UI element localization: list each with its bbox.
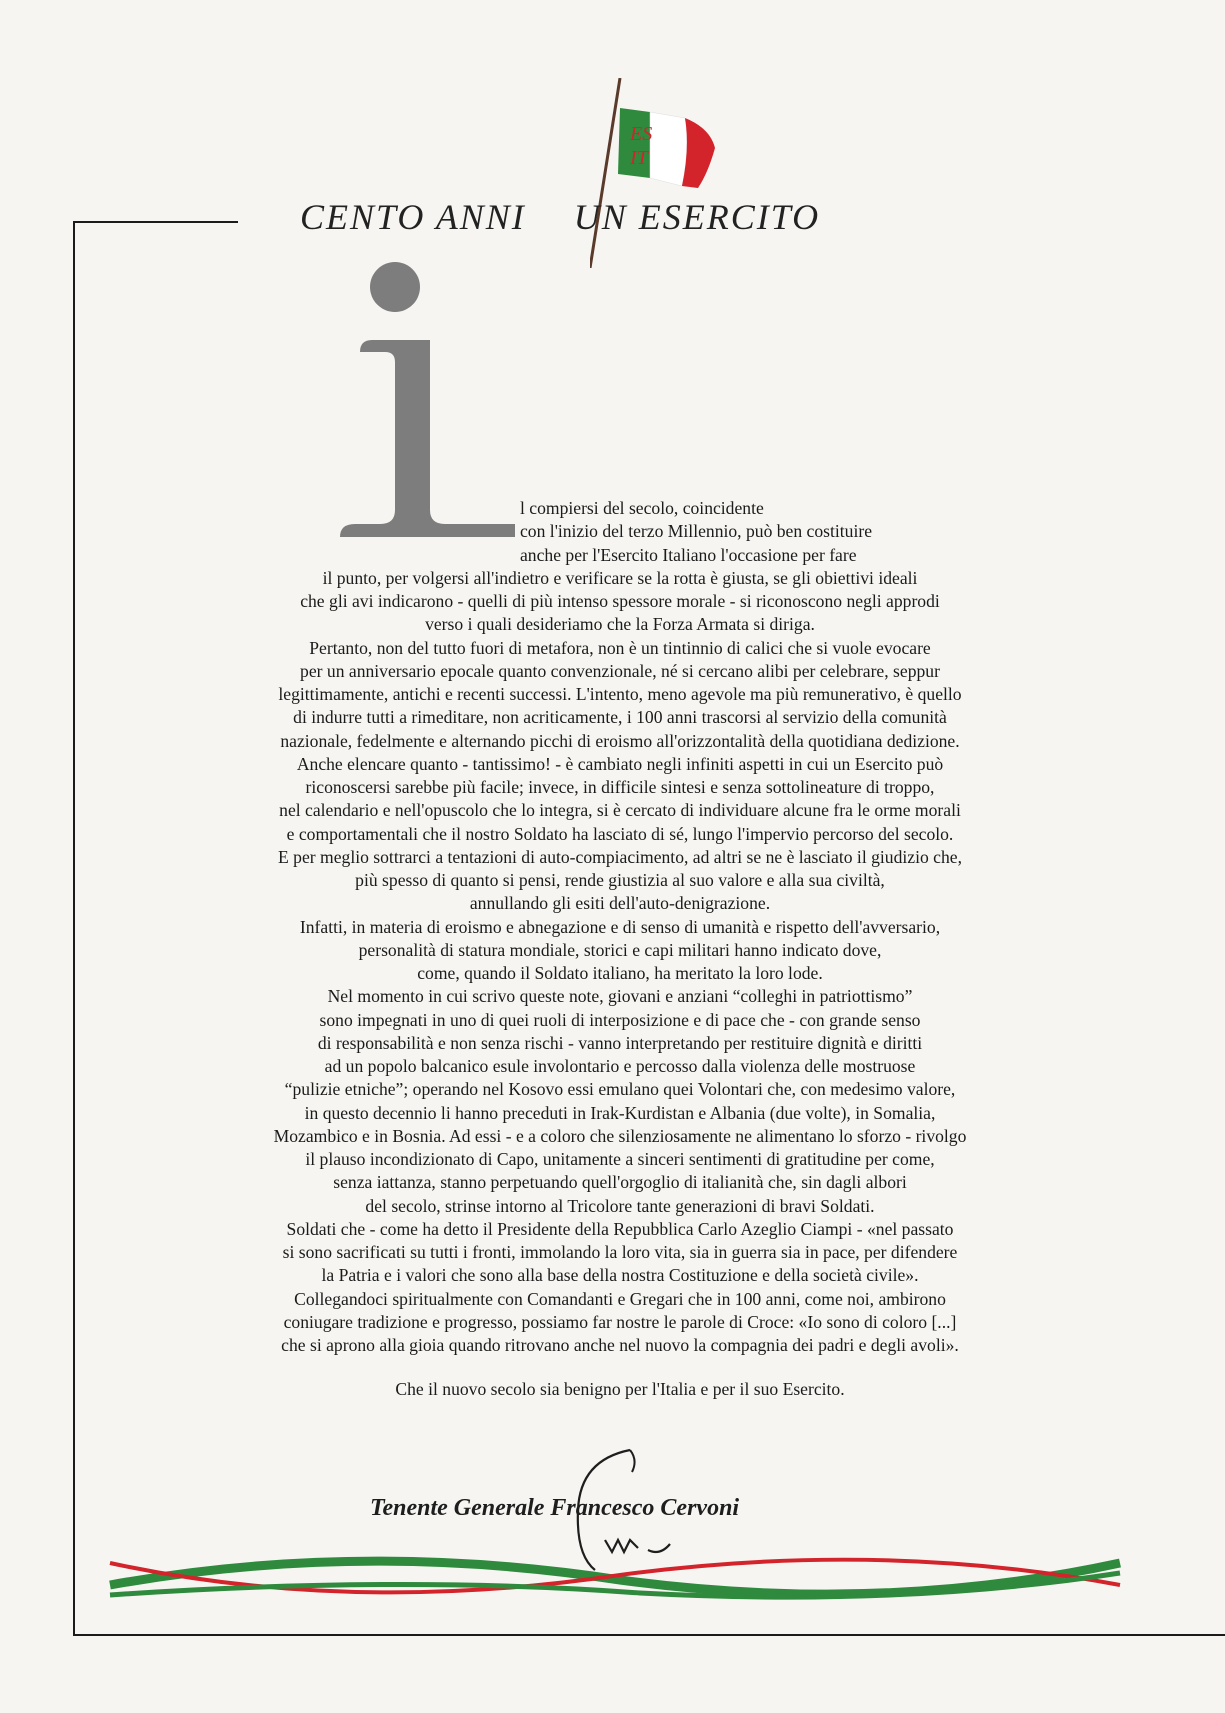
body-line: Nel momento in cui scrivo queste note, giovani e anziani “colleghi in patriottismo” <box>327 986 913 1007</box>
closing-line: Che il nuovo secolo sia benigno per l'Italia e per il suo Esercito. <box>395 1379 845 1399</box>
body-line: coniugare tradizione e progresso, possiamo far nostre le parole di Croce: «Io sono di coloro [...] <box>283 1311 957 1332</box>
body-line: come, quando il Soldato italiano, ha meritato la loro lode. <box>417 963 823 983</box>
body-line: che gli avi indicarono - quelli di più intenso spessore morale - si riconoscono negli approdi <box>300 591 940 611</box>
body-line: che si aprono alla gioia quando ritrovano anche nel nuovo la compagnia dei padri e degli avoli». <box>281 1335 959 1355</box>
italian-flag-emblem <box>590 78 760 268</box>
body-line: Collegandoci spiritualmente con Comandanti e Gregari che in 100 anni, come noi, ambirono <box>294 1288 946 1309</box>
body-line: in questo decennio li hanno preceduti in Irak-Kurdistan e Albania (due volte), in Somalia, <box>304 1102 936 1123</box>
title-part-1: CENTO ANNI <box>300 197 526 237</box>
body-line: l compiersi del secolo, coincidente <box>520 498 764 518</box>
body-line: di indurre tutti a rimeditare, non acriticamente, i 100 anni trascorsi al servizio della comunità <box>293 707 947 728</box>
body-line: e comportamentali che il nostro Soldato ha lasciato di sé, lungo l'impervio percorso del secolo. <box>286 823 954 844</box>
drop-cap-letter <box>340 262 515 537</box>
body-line: più spesso di quanto si pensi, rende giustizia al suo valore e alla sua civiltà, <box>355 870 885 890</box>
signature-name: Tenente Generale Francesco Cervoni <box>370 1495 740 1521</box>
body-line: Mozambico e in Bosnia. Ad essi - e a coloro che silenziosamente ne alimentano lo sforzo - rivolgo <box>273 1125 967 1146</box>
body-line: E per meglio sottrarci a tentazioni di auto-compiacimento, ad altri se ne è lasciato il giudizio che, <box>278 846 962 867</box>
letter-body <box>120 497 1120 1357</box>
body-line: con l'inizio del terzo Millennio, può ben costituire <box>520 521 873 542</box>
svg-text:IT: IT <box>630 147 648 169</box>
first-paragraph-lines <box>120 497 1120 567</box>
body-line: riconoscersi sarebbe più facile; invece, in difficile sintesi e senza sottolineature di troppo, <box>305 777 935 797</box>
body-line: ad un popolo balcanico esule involontario e percosso dalla violenza delle mostruose <box>324 1056 916 1076</box>
body-line: nazionale, fedelmente e alternando picchi di eroismo all'orizzontalità della quotidiana dedizione. <box>280 730 960 751</box>
flag-icon <box>590 78 760 268</box>
body-line: Pertanto, non del tutto fuori di metafora, non è un tintinnio di calici che si vuole evocare <box>309 637 931 658</box>
body-line: “pulizie etniche”; operando nel Kosovo essi emulano quei Volontari che, con medesimo valore, <box>284 1079 956 1100</box>
body-line: Soldati che - come ha detto il Presidente della Repubblica Carlo Azeglio Ciampi - «nel passato <box>286 1218 954 1239</box>
title-part-2: UN ESERCITO <box>573 197 821 237</box>
body-line: la Patria e i valori che sono alla base della nostra Costituzione e della società civile». <box>321 1265 919 1286</box>
body-line: anche per l'Esercito Italiano l'occasione per fare <box>520 544 857 565</box>
frame-left-rule <box>73 221 75 1636</box>
body-line: senza iattanza, stanno perpetuando quell'orgoglio di italianità che, sin dagli albori <box>333 1172 907 1193</box>
frame-bottom-rule <box>73 1634 1225 1636</box>
body-line: il plauso incondizionato di Capo, unitamente a sinceri sentimenti di gratitudine per come, <box>305 1149 935 1169</box>
body-line: si sono sacrificati su tutti i fronti, immolando la loro vita, sia in guerra sia in pace, per difendere <box>282 1242 958 1262</box>
body-line: del secolo, strinse intorno al Tricolore tante generazioni di bravi Soldati. <box>365 1195 875 1216</box>
body-line: personalità di statura mondiale, storici e capi militari hanno indicato dove, <box>358 939 882 960</box>
body-line: legittimamente, antichi e recenti successi. L'intento, meno agevole ma più remunerativo, è quello <box>278 684 962 704</box>
body-line: annullando gli esiti dell'auto-denigrazione. <box>469 893 771 914</box>
svg-text:ES: ES <box>630 123 653 145</box>
body-line: il punto, per volgersi all'indietro e verificare se la rotta è giusta, se gli obiettivi ideali <box>322 567 918 588</box>
body-line: Anche elencare quanto - tantissimo! - è cambiato negli infiniti aspetti in cui un Esercito può <box>296 753 944 774</box>
body-line: nel calendario e nell'opuscolo che lo integra, si è cercato di individuare alcune fra le orme morali <box>279 800 961 821</box>
body-line: per un anniversario epocale quanto convenzionale, né si cercano alibi per celebrare, seppur <box>300 660 940 681</box>
body-line: di responsabilità e non senza rischi - vanno interpretando per restituire dignità e diritti <box>317 1032 923 1053</box>
frame-top-rule <box>73 221 238 223</box>
body-line: Infatti, in materia di eroismo e abnegazione e di senso di umanità e rispetto dell'avversario, <box>299 916 941 937</box>
page-title <box>300 196 820 238</box>
drop-cap-i-icon <box>340 262 515 537</box>
body-line: sono impegnati in uno di quei ruoli di interposizione e di pace che - con grande senso <box>319 1009 921 1030</box>
tricolor-ribbons <box>100 1545 1130 1615</box>
ribbon-decoration-icon <box>100 1545 1130 1615</box>
body-line: verso i quali desideriamo che la Forza Armata si diriga. <box>425 614 815 635</box>
